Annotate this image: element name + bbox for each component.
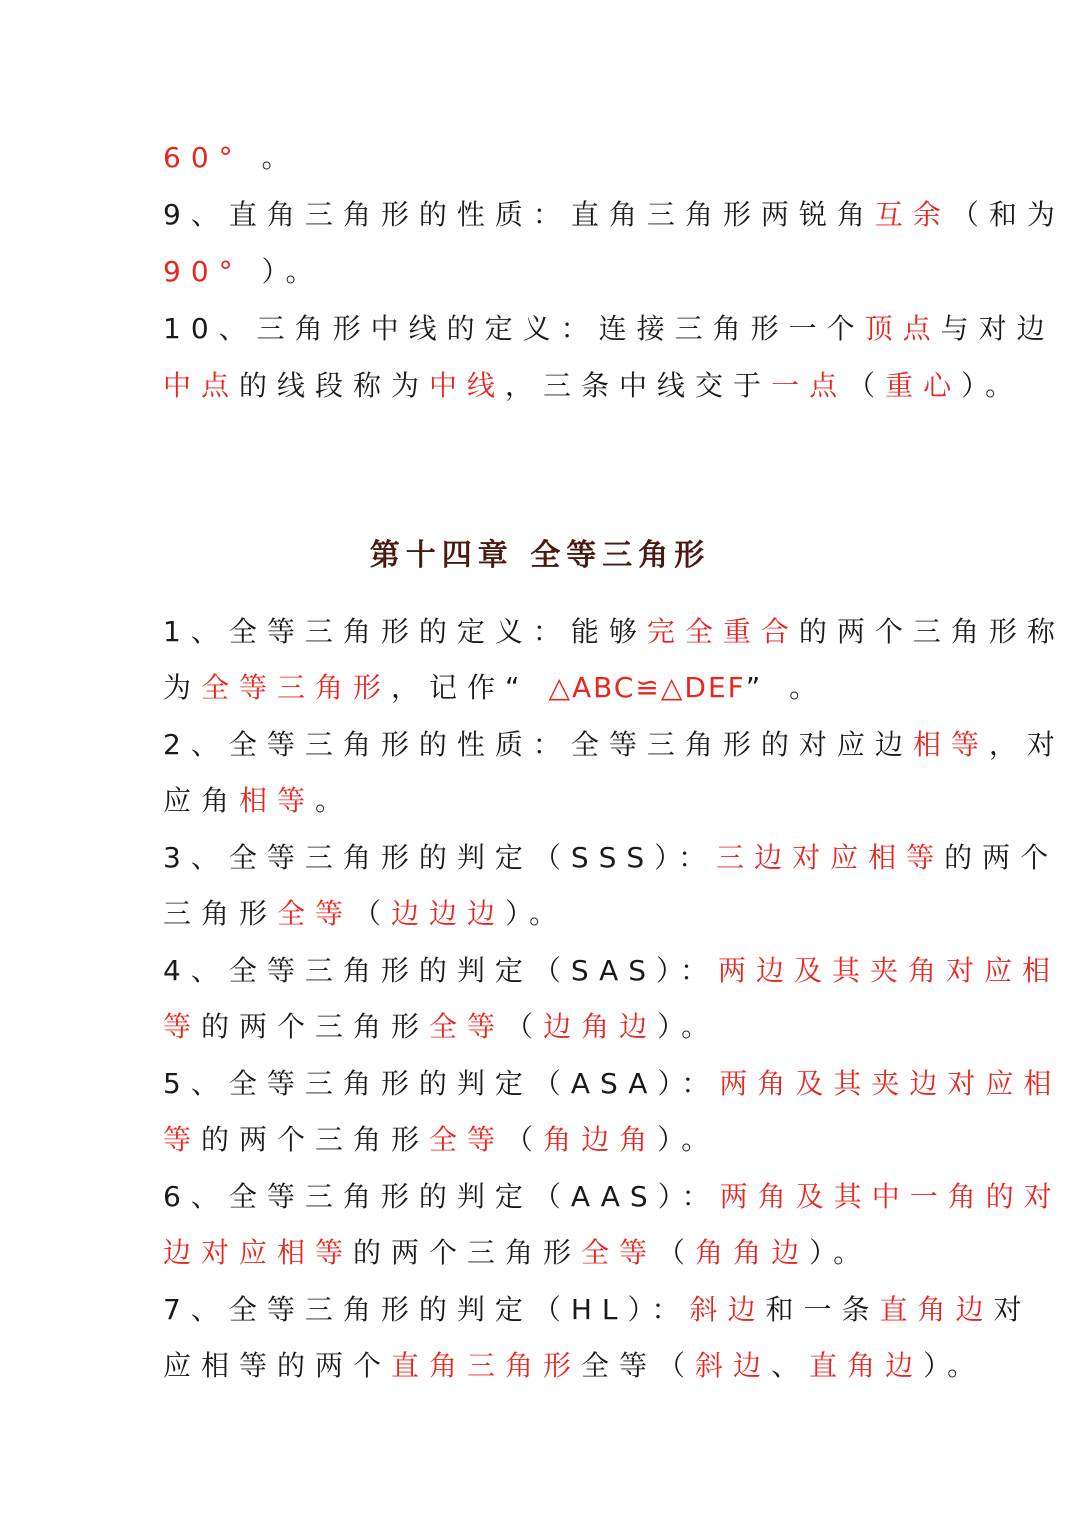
- item-10-line1: 10、三角形中线的定义：连接三角形一个顶点与对边: [163, 312, 1055, 345]
- chapter-title: 第十四章 全等三角形: [369, 538, 711, 573]
- line-60-degrees: 60° 。: [163, 141, 300, 174]
- highlight-text: 顶点: [864, 312, 941, 345]
- item-10-line2: 中点的线段称为中线，三条中线交于一点（重心）。: [163, 369, 1024, 402]
- highlight-text: 互余: [874, 198, 951, 231]
- item-1-line1: 1、全等三角形的定义：能够完全重合的两个三角形称: [163, 615, 1065, 648]
- highlight-text: 90°: [163, 255, 243, 288]
- item-5-line1: 5、全等三角形的判定（ASA）：两角及其夹边对应相: [163, 1067, 1062, 1100]
- item-2-line1: 2、全等三角形的性质：全等三角形的对应边相等，对: [163, 728, 1065, 761]
- item-1-line2: 为全等三角形，记作“ △ABC≌△DEF” 。: [163, 671, 828, 704]
- item-4-line2: 等的两个三角形全等（边角边）。: [163, 1010, 720, 1043]
- item-2-line2: 应角相等。: [163, 784, 354, 817]
- item-3-line1: 3、全等三角形的判定（SSS）：三边对应相等的两个: [163, 841, 1059, 874]
- item-9-line1: 9、直角三角形的性质：直角三角形两锐角互余（和为: [163, 198, 1065, 231]
- congruence-notation: △ABC≌△DEF: [548, 671, 746, 704]
- item-3-line2: 三角形全等（边边边）。: [163, 897, 568, 930]
- item-4-line1: 4、全等三角形的判定（SAS）：两边及其夹角对应相: [163, 954, 1061, 987]
- highlight-text: 60°: [163, 141, 243, 174]
- item-9-line2: 90° ）。: [163, 255, 324, 288]
- item-7-line1: 7、全等三角形的判定（HL）：斜边和一条直角边对: [163, 1293, 1032, 1326]
- item-5-line2: 等的两个三角形全等（角边角）。: [163, 1123, 720, 1156]
- item-6-line1: 6、全等三角形的判定（AAS）：两角及其中一角的对: [163, 1180, 1062, 1213]
- item-6-line2: 边对应相等的两个三角形全等（角角边）。: [163, 1236, 872, 1269]
- item-7-line2: 应相等的两个直角三角形全等（斜边、直角边）。: [163, 1349, 986, 1382]
